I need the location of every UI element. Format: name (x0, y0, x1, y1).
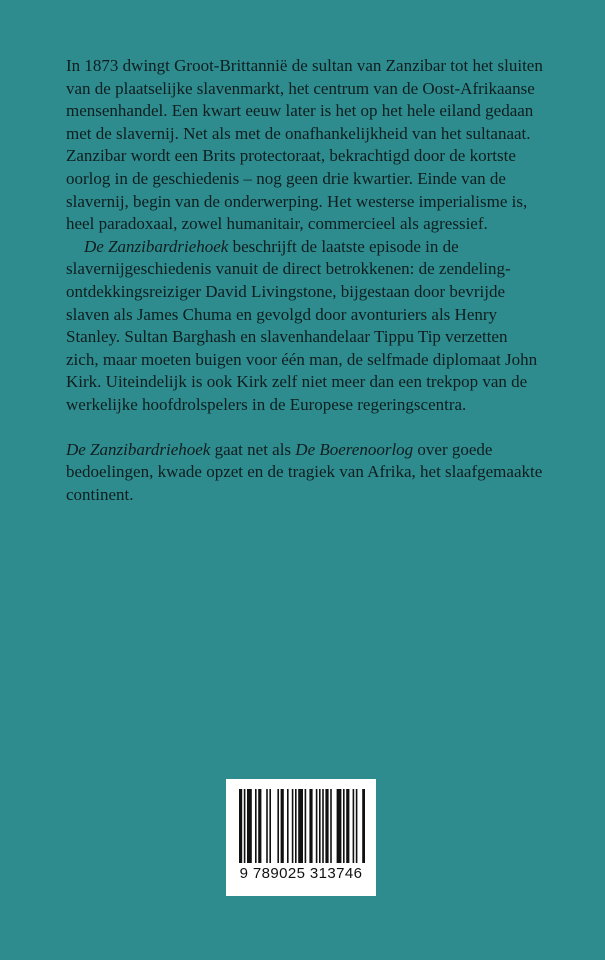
paragraph-3-text-b: over goede bedoelingen, kwade opzet en de tragiek van Afrika, het slaafgemaakte continent. (66, 439, 543, 504)
isbn-digits: 9 789025 313746 (239, 865, 363, 882)
blurb-paragraph-2 (66, 236, 544, 417)
blurb-paragraph-1 (66, 55, 544, 236)
paragraph-2-text: beschrijft de laatste episode in de slavernijgeschiedenis vanuit de direct betrokkenen: de zendeling-ontdekkingsreiziger David Livingstone, bijgestaan door bevrijde slaven als James Chuma en gevolgd door avonturiers als Henry Stanley. Sultan Barghash en slavenhandelaar Tippu Tip verzetten zich, maar moeten buigen voor één man, de selfmade diplomaat John Kirk. Uiteindelijk is ook Kirk zelf niet meer dan een trekpop van de werkelijke hoofdrolspelers in de Europese regeringscentra. (66, 236, 538, 414)
book-title-italic: De Zanzibardriehoek (66, 439, 211, 459)
other-book-title-italic: De Boerenoorlog (295, 439, 414, 459)
paragraph-1-text: In 1873 dwingt Groot-Brittannië de sultan van Zanzibar tot het sluiten van de plaatselijke slavenmarkt, het centrum van de Oost-Afrikaanse mensenhandel. Een kwart eeuw later is het op het hele eiland gedaan met de slavernij. Net als met de onafhankelijkheid van het sultanaat. Zanzibar wordt een Brits protectoraat, bekrachtigd door de kortste oorlog in de geschiedenis – nog geen drie kwartier. Einde van de slavernij, begin van de onderwerping. Het westerse imperialisme is, heel paradoxaal, zowel humanitair, commercieel als agressief. (66, 56, 543, 234)
back-cover-blurb (66, 55, 544, 506)
paragraph-3-text-a: gaat net als (210, 439, 296, 459)
isbn-barcode (226, 779, 376, 896)
blurb-paragraph-3 (66, 439, 544, 507)
barcode-bars (237, 789, 365, 867)
book-title-italic: De Zanzibardriehoek (84, 236, 229, 256)
